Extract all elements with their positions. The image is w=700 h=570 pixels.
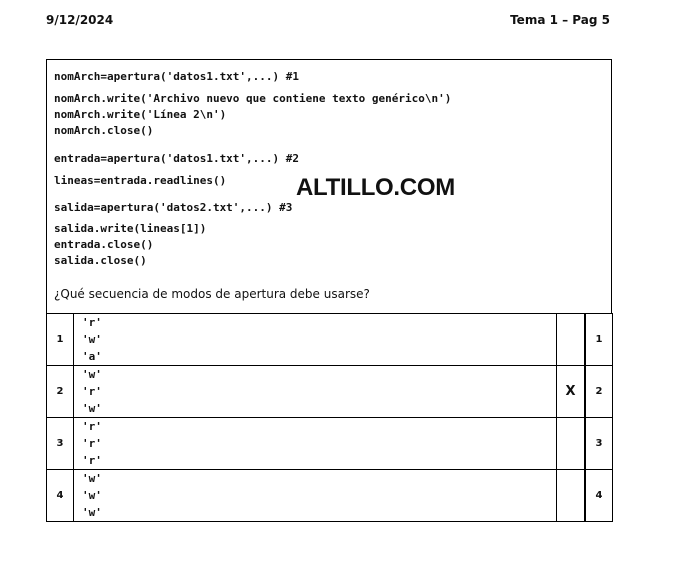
- option-row[interactable]: [47, 366, 613, 418]
- answer-mark-cell[interactable]: X: [557, 366, 585, 418]
- option-modes: [74, 470, 557, 522]
- mode-value: 'r': [82, 385, 102, 398]
- mode-value: 'w': [82, 333, 102, 346]
- code-line: nomArch=apertura('datos1.txt',...) #1: [54, 70, 300, 83]
- option-modes: [74, 366, 557, 418]
- mode-value: 'r': [82, 454, 102, 467]
- options-table: [46, 313, 613, 522]
- code-line: lineas=entrada.readlines(): [54, 174, 227, 187]
- option-modes: [74, 418, 557, 470]
- code-line: nomArch.close(): [54, 124, 154, 137]
- option-modes: [74, 314, 557, 366]
- mode-value: 'w': [82, 368, 102, 381]
- mode-value: 'r': [82, 437, 102, 450]
- watermark: ALTILLO.COM: [296, 174, 455, 201]
- option-number: 1: [47, 314, 74, 366]
- mode-value: 'w': [82, 402, 102, 415]
- header-page-label: Tema 1 – Pag 5: [510, 13, 610, 27]
- mode-value: 'w': [82, 472, 102, 485]
- code-line: salida=apertura('datos2.txt',...) #3: [54, 201, 293, 214]
- option-number-right: 2: [586, 366, 613, 418]
- code-line: salida.write(lineas[1]): [54, 222, 207, 235]
- option-number: 2: [47, 366, 74, 418]
- question-prompt: ¿Qué secuencia de modos de apertura debe usarse?: [54, 287, 370, 301]
- option-number: 3: [47, 418, 74, 470]
- mode-value: 'r': [82, 316, 102, 329]
- mode-value: 'w': [82, 506, 102, 519]
- code-line: nomArch.write('Línea 2\n'): [54, 108, 227, 121]
- option-number-right: 1: [586, 314, 613, 366]
- option-number: 4: [47, 470, 74, 522]
- option-row[interactable]: [47, 470, 613, 522]
- mode-value: 'r': [82, 420, 102, 433]
- option-number-right: 4: [586, 470, 613, 522]
- code-line: entrada=apertura('datos1.txt',...) #2: [54, 152, 300, 165]
- header-date: 9/12/2024: [46, 13, 114, 27]
- mode-value: 'a': [82, 350, 102, 363]
- answer-mark-cell[interactable]: [557, 470, 585, 522]
- code-line: salida.close(): [54, 254, 147, 267]
- option-row[interactable]: [47, 314, 613, 366]
- answer-mark-cell[interactable]: [557, 418, 585, 470]
- code-line: entrada.close(): [54, 238, 154, 251]
- option-row[interactable]: [47, 418, 613, 470]
- code-line: nomArch.write('Archivo nuevo que contiene texto genérico\n'): [54, 92, 452, 105]
- answer-mark-cell[interactable]: [557, 314, 585, 366]
- option-number-right: 3: [586, 418, 613, 470]
- mode-value: 'w': [82, 489, 102, 502]
